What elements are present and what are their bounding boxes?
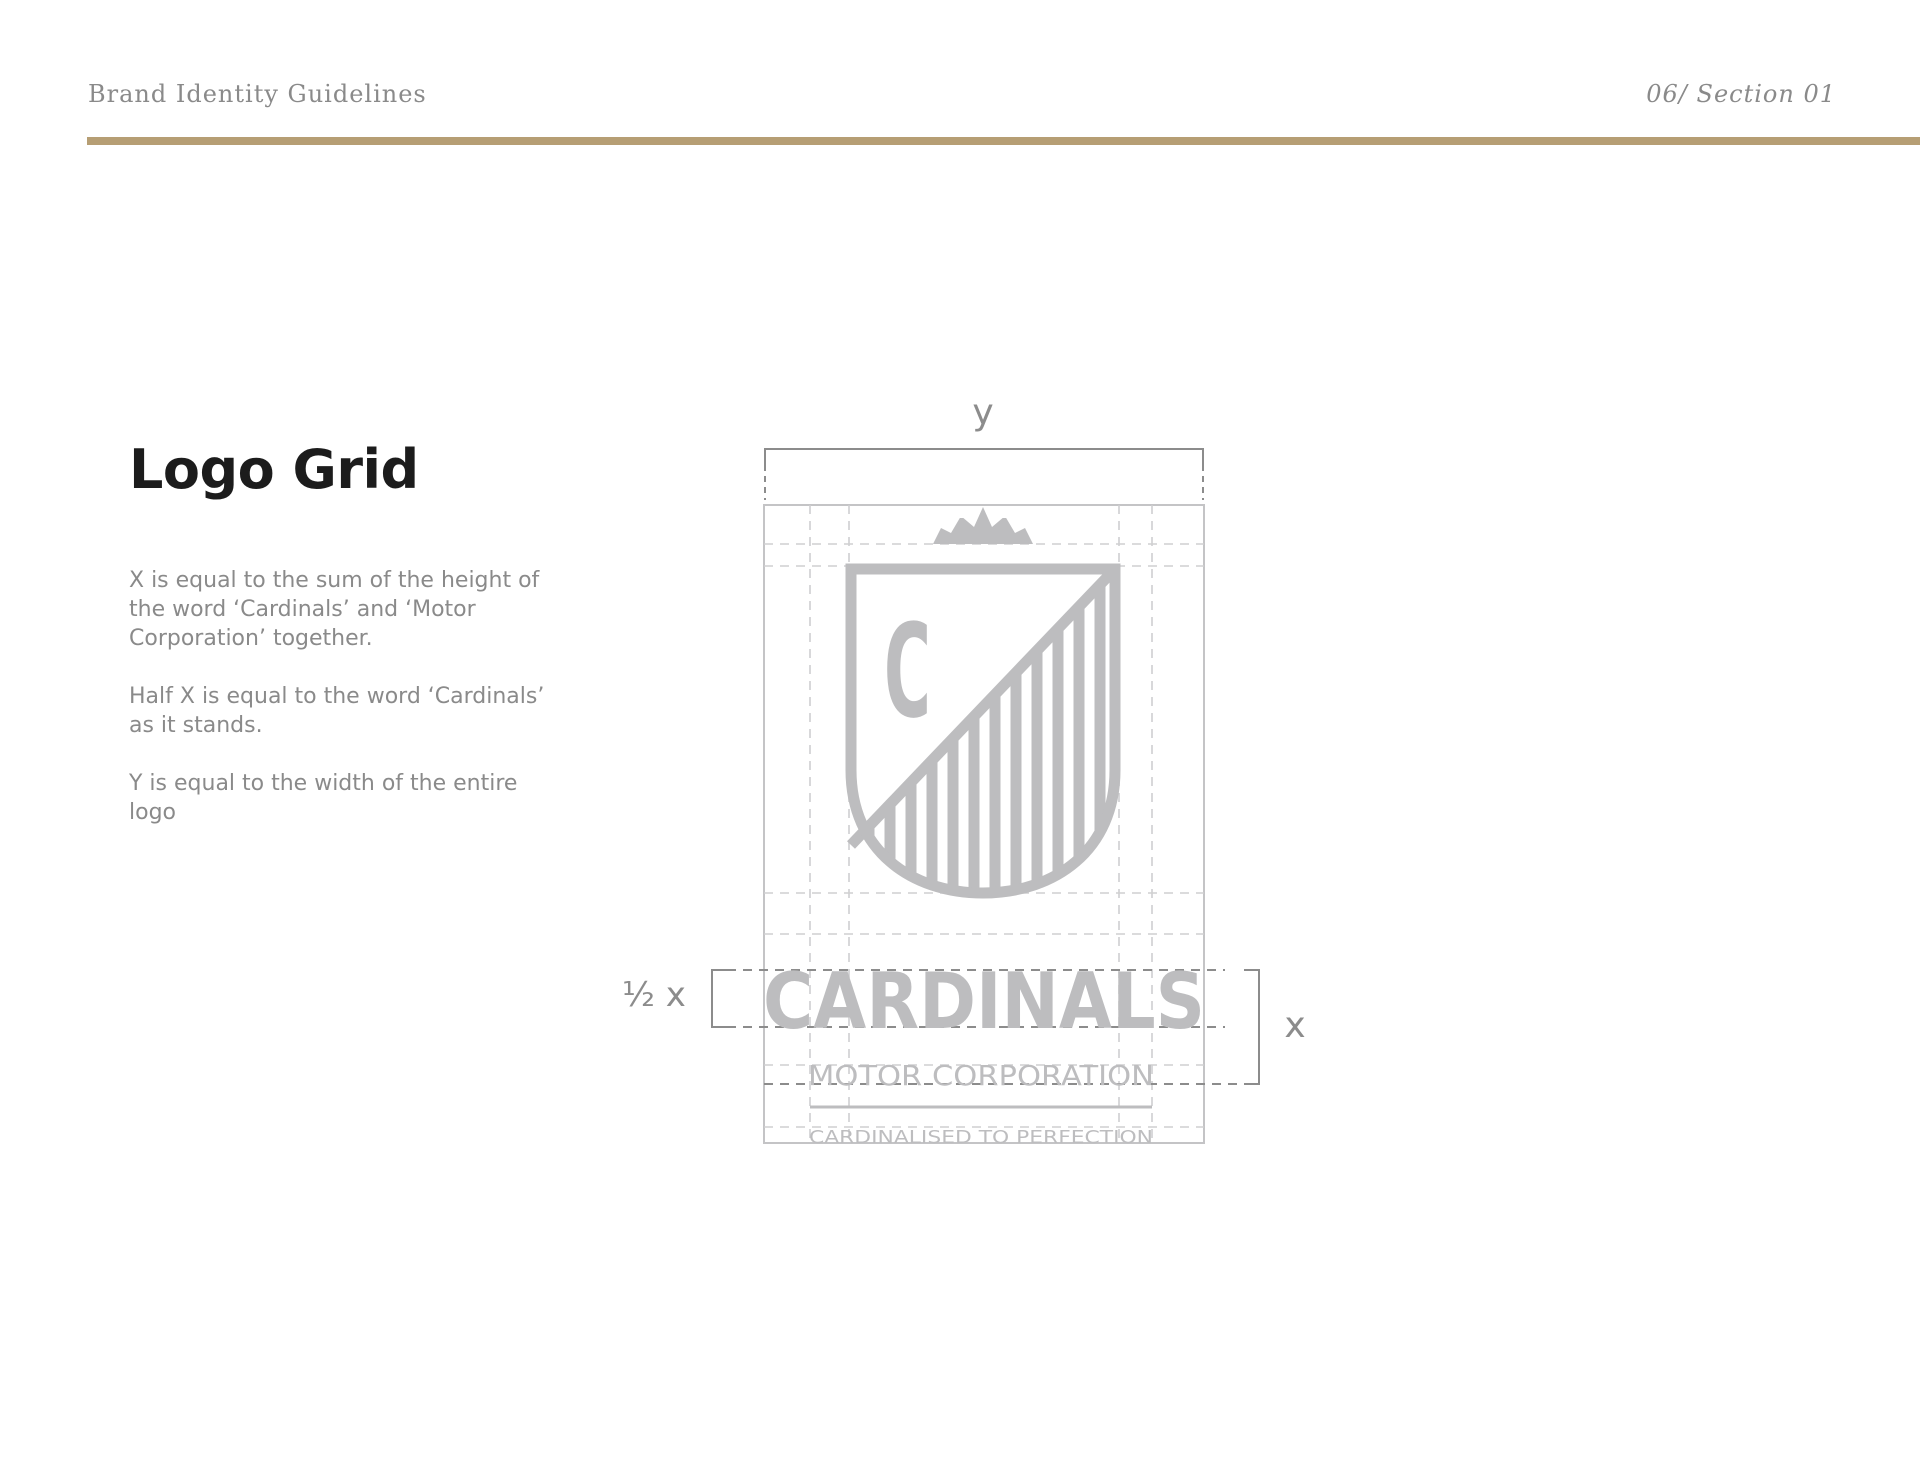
- shield-icon: [848, 560, 1115, 900]
- cardinals-logo: [763, 506, 1205, 1148]
- y-width-bracket: [765, 449, 1203, 465]
- header-title: Brand Identity Guidelines: [88, 80, 427, 108]
- crown-icon: [933, 506, 1033, 544]
- emblem-letter: C: [880, 596, 934, 747]
- wordmark: CARDINALS: [762, 956, 1205, 1047]
- y-definition: Y is equal to the width of the entire logo: [129, 771, 518, 825]
- x-bracket: [1244, 970, 1259, 1084]
- y-label: y: [972, 392, 994, 433]
- half-x-bracket: [712, 970, 727, 1027]
- x-definition: X is equal to the sum of the height of the word ‘Cardinals’ and ‘Motor Corporation’ together.: [129, 568, 540, 651]
- half-x-label: ½ x: [622, 975, 686, 1015]
- subtitle: MOTOR CORPORATION: [808, 1059, 1154, 1092]
- tagline: CARDINALISED TO PERFECTION: [809, 1127, 1153, 1148]
- page-reference: 06/ Section 01: [1646, 80, 1836, 108]
- page-title: Logo Grid: [129, 438, 419, 501]
- x-label: x: [1284, 1005, 1306, 1046]
- half-x-definition: Half X is equal to the word ‘Cardinals’ as it stands.: [129, 684, 545, 738]
